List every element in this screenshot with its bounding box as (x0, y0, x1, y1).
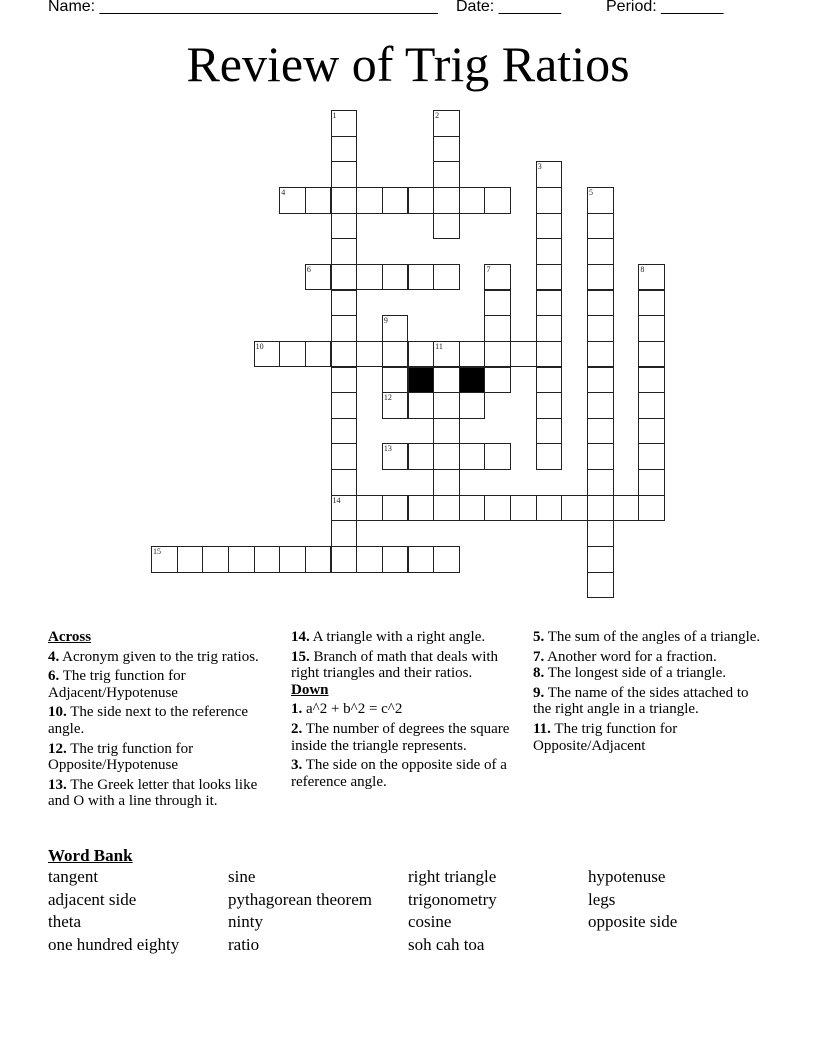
word-bank-item: tangent (48, 867, 99, 886)
grid-cell[interactable] (202, 546, 229, 573)
grid-cell[interactable] (484, 495, 511, 522)
grid-cell[interactable] (536, 367, 563, 394)
clue-number-label: 9 (383, 316, 388, 326)
grid-cell[interactable] (279, 341, 306, 368)
clue-number: 12. (48, 740, 67, 757)
grid-cell[interactable] (536, 341, 563, 368)
grid-cell[interactable] (331, 443, 358, 470)
clue-text: Another word for a fraction. (544, 648, 717, 665)
grid-cell[interactable] (382, 367, 409, 394)
grid-cell[interactable] (459, 443, 486, 470)
grid-cell[interactable] (177, 546, 204, 573)
grid-cell[interactable] (613, 495, 640, 522)
clue-number: 10. (48, 704, 67, 721)
grid-cell[interactable] (638, 392, 665, 419)
clues-column-1 (48, 629, 280, 813)
grid-cell[interactable] (638, 315, 665, 342)
grid-cell[interactable] (587, 546, 614, 573)
clue-text: a^2 + b^2 = c^2 (302, 701, 403, 718)
grid-cell[interactable] (638, 264, 665, 291)
clue-number: 8. (533, 665, 545, 682)
grid-cell[interactable] (433, 341, 460, 368)
clue-down-1 (291, 701, 523, 718)
clue-text: The trig function for Opposite/Hypotenuse (48, 740, 194, 774)
grid-cell[interactable] (536, 187, 563, 214)
clue-down-3 (291, 757, 523, 790)
grid-cell[interactable] (433, 418, 460, 445)
clue-number-label: 2 (435, 111, 440, 120)
grid-cell[interactable] (382, 443, 409, 470)
grid-cell[interactable] (484, 315, 511, 342)
grid-cell[interactable] (356, 546, 383, 573)
grid-cell[interactable] (408, 264, 435, 291)
grid-cell[interactable] (331, 264, 358, 291)
name-field-label: Name: ______________________________________ (48, 0, 438, 15)
black-cell (459, 367, 486, 394)
grid-cell[interactable] (331, 495, 358, 522)
clue-number-label: 7 (486, 264, 491, 274)
clue-number-label: 3 (537, 162, 542, 172)
clue-down-9 (533, 685, 765, 718)
grid-cell[interactable] (587, 315, 614, 342)
clue-number-label: 5 (589, 187, 594, 197)
grid-cell[interactable] (433, 392, 460, 419)
clue-number: 6. (48, 668, 60, 685)
grid-cell[interactable] (305, 341, 332, 368)
grid-cell[interactable] (587, 418, 614, 445)
grid-cell[interactable] (356, 187, 383, 214)
word-bank-item: ratio (228, 934, 260, 954)
grid-cell[interactable] (382, 341, 409, 368)
grid-cell[interactable] (331, 418, 358, 445)
grid-cell[interactable] (433, 136, 460, 163)
clue-number: 3. (291, 757, 303, 774)
grid-cell[interactable] (382, 495, 409, 522)
grid-cell[interactable] (305, 187, 332, 214)
grid-cell[interactable] (587, 187, 614, 214)
word-bank-item: adjacent side (48, 889, 137, 909)
clue-number-label: 12 (383, 393, 392, 403)
clue-number: 9. (533, 684, 545, 701)
word-bank-heading: Word Bank (48, 846, 133, 865)
grid-cell[interactable] (408, 341, 435, 368)
clue-across-10 (48, 704, 280, 737)
grid-cell[interactable] (279, 187, 306, 214)
clue-across-14 (291, 629, 523, 646)
clue-text: Branch of math that deals with right triangles and their ratios. (291, 648, 499, 682)
grid-cell[interactable] (587, 238, 614, 265)
down-heading: Down (291, 681, 329, 698)
grid-cell[interactable] (331, 161, 358, 188)
clue-text: The Greek letter that looks like and O with a line through it. (48, 776, 258, 810)
grid-cell[interactable] (433, 264, 460, 291)
grid-cell[interactable] (356, 495, 383, 522)
clue-down-5 (533, 629, 765, 646)
clue-number-label: 4 (281, 187, 286, 197)
grid-cell[interactable] (638, 418, 665, 445)
grid-cell[interactable] (459, 495, 486, 522)
grid-cell[interactable] (331, 341, 358, 368)
word-bank-item: hypotenuse (588, 867, 666, 886)
clue-number: 5. (533, 629, 545, 645)
grid-cell[interactable] (331, 469, 358, 496)
grid-cell[interactable] (536, 443, 563, 470)
grid-cell[interactable] (536, 213, 563, 240)
grid-cell[interactable] (331, 110, 358, 137)
grid-cell[interactable] (638, 495, 665, 522)
grid-cell[interactable] (587, 341, 614, 368)
clue-number: 1. (291, 701, 303, 718)
grid-cell[interactable] (254, 546, 281, 573)
grid-cell[interactable] (356, 264, 383, 291)
clue-across-12 (48, 741, 280, 774)
grid-cell[interactable] (536, 238, 563, 265)
clue-number: 15. (291, 648, 310, 665)
grid-cell[interactable] (331, 546, 358, 573)
grid-cell[interactable] (638, 469, 665, 496)
clue-text: The longest side of a triangle. (544, 665, 727, 682)
word-bank-item: one hundred eighty (48, 934, 180, 954)
clue-text: A triangle with a right angle. (309, 629, 486, 645)
clue-number-label: 10 (255, 341, 264, 351)
grid-cell[interactable] (356, 341, 383, 368)
grid-cell[interactable] (484, 443, 511, 470)
grid-cell[interactable] (459, 392, 486, 419)
grid-cell[interactable] (484, 187, 511, 214)
across-heading: Across (48, 629, 92, 645)
grid-cell[interactable] (151, 546, 178, 573)
clue-number-label: 13 (383, 444, 392, 454)
grid-cell[interactable] (331, 290, 358, 317)
grid-cell[interactable] (484, 341, 511, 368)
grid-cell[interactable] (382, 187, 409, 214)
grid-cell[interactable] (433, 469, 460, 496)
clue-number: 4. (48, 648, 60, 665)
word-bank (48, 867, 768, 957)
grid-cell[interactable] (484, 264, 511, 291)
grid-cell[interactable] (228, 546, 255, 573)
grid-cell[interactable] (331, 392, 358, 419)
clue-text: The name of the sides attached to the right angle in a triangle. (533, 684, 749, 718)
grid-cell[interactable] (382, 315, 409, 342)
grid-cell[interactable] (408, 495, 435, 522)
grid-cell[interactable] (587, 443, 614, 470)
word-bank-item: pythagorean theorem (228, 889, 372, 909)
grid-cell[interactable] (536, 290, 563, 317)
grid-cell[interactable] (382, 392, 409, 419)
grid-cell[interactable] (587, 495, 614, 522)
clue-text: The trig function for Opposite/Adjacent (533, 720, 678, 754)
page-title: Review of Trig Ratios (186, 36, 630, 92)
word-bank-item: sine (228, 867, 256, 886)
grid-cell[interactable] (536, 264, 563, 291)
clues-column-2 (291, 629, 523, 793)
grid-cell[interactable] (510, 341, 537, 368)
word-bank-item: trigonometry (408, 889, 497, 909)
grid-cell[interactable] (433, 110, 460, 137)
grid-cell[interactable] (536, 392, 563, 419)
clue-number-label: 11 (435, 341, 443, 351)
clue-text: The trig function for Adjacent/Hypotenuse (48, 668, 186, 701)
grid-cell[interactable] (587, 469, 614, 496)
grid-cell[interactable] (254, 341, 281, 368)
clue-text: Acronym given to the trig ratios. (59, 648, 259, 665)
grid-cell[interactable] (433, 213, 460, 240)
clue-down-11 (533, 721, 765, 754)
clue-number-label: 14 (332, 495, 341, 505)
clue-across-6 (48, 668, 280, 701)
clue-number: 14. (291, 629, 310, 645)
grid-cell[interactable] (638, 443, 665, 470)
clue-down-8 (533, 665, 765, 682)
clues-column-3 (533, 629, 765, 757)
clue-number: 7. (533, 648, 545, 665)
grid-cell[interactable] (433, 367, 460, 394)
clue-across-4 (48, 649, 280, 666)
grid-cell[interactable] (382, 264, 409, 291)
grid-cell[interactable] (484, 290, 511, 317)
word-bank-item: theta (48, 912, 82, 931)
grid-cell[interactable] (433, 443, 460, 470)
clue-across-15 (291, 649, 523, 682)
grid-cell[interactable] (638, 367, 665, 394)
grid-cell[interactable] (433, 546, 460, 573)
clue-text: The side on the opposite side of a reference angle. (291, 757, 507, 790)
grid-cell[interactable] (561, 495, 588, 522)
grid-cell[interactable] (382, 546, 409, 573)
word-bank-item: cosine (408, 912, 452, 931)
grid-cell[interactable] (331, 213, 358, 240)
clue-across-13 (48, 777, 280, 810)
date-field-label: Date: _______ (456, 0, 561, 15)
grid-cell[interactable] (408, 392, 435, 419)
grid-cell[interactable] (433, 495, 460, 522)
word-bank-item: opposite side (588, 912, 678, 931)
grid-cell[interactable] (536, 418, 563, 445)
grid-cell[interactable] (587, 264, 614, 291)
clue-number-label: 15 (153, 547, 161, 557)
grid-cell[interactable] (587, 520, 614, 547)
grid-cell[interactable] (459, 341, 486, 368)
word-bank-item: soh cah toa (408, 934, 485, 954)
clue-number-label: 1 (332, 111, 337, 120)
word-bank-item: right triangle (408, 867, 497, 886)
word-bank-item: legs (588, 889, 616, 909)
grid-cell[interactable] (536, 495, 563, 522)
clue-number-label: 6 (306, 264, 311, 274)
grid-cell[interactable] (587, 392, 614, 419)
black-cell (408, 367, 435, 394)
clue-number: 11. (533, 720, 551, 737)
clue-text: The side next to the reference angle. (48, 704, 249, 737)
clue-down-2 (291, 721, 523, 754)
grid-cell[interactable] (408, 546, 435, 573)
grid-cell[interactable] (331, 187, 358, 214)
clue-number: 13. (48, 776, 67, 793)
grid-cell[interactable] (510, 495, 537, 522)
clue-down-7 (533, 649, 765, 666)
grid-cell[interactable] (433, 161, 460, 188)
clue-number: 2. (291, 720, 303, 737)
grid-cell[interactable] (587, 290, 614, 317)
grid-cell[interactable] (279, 546, 306, 573)
grid-cell[interactable] (638, 290, 665, 317)
grid-cell[interactable] (331, 315, 358, 342)
grid-cell[interactable] (638, 341, 665, 368)
word-bank-item: ninty (228, 912, 263, 931)
grid-cell[interactable] (484, 367, 511, 394)
grid-cell[interactable] (408, 443, 435, 470)
period-field-label: Period: _______ (606, 0, 724, 15)
clue-text: The sum of the angles of a triangle. (544, 629, 761, 645)
grid-cell[interactable] (331, 520, 358, 547)
grid-cell[interactable] (587, 572, 614, 599)
grid-cell[interactable] (305, 264, 332, 291)
grid-cell[interactable] (331, 367, 358, 394)
grid-cell[interactable] (587, 213, 614, 240)
grid-cell[interactable] (459, 187, 486, 214)
grid-cell[interactable] (331, 238, 358, 265)
clue-text: The number of degrees the square inside the triangle represents. (291, 720, 510, 754)
grid-cell[interactable] (587, 367, 614, 394)
grid-cell[interactable] (305, 546, 332, 573)
grid-cell[interactable] (408, 187, 435, 214)
grid-cell[interactable] (433, 187, 460, 214)
clue-number-label: 8 (640, 264, 645, 274)
grid-cell[interactable] (331, 136, 358, 163)
grid-cell[interactable] (536, 315, 563, 342)
grid-cell[interactable] (536, 161, 563, 188)
